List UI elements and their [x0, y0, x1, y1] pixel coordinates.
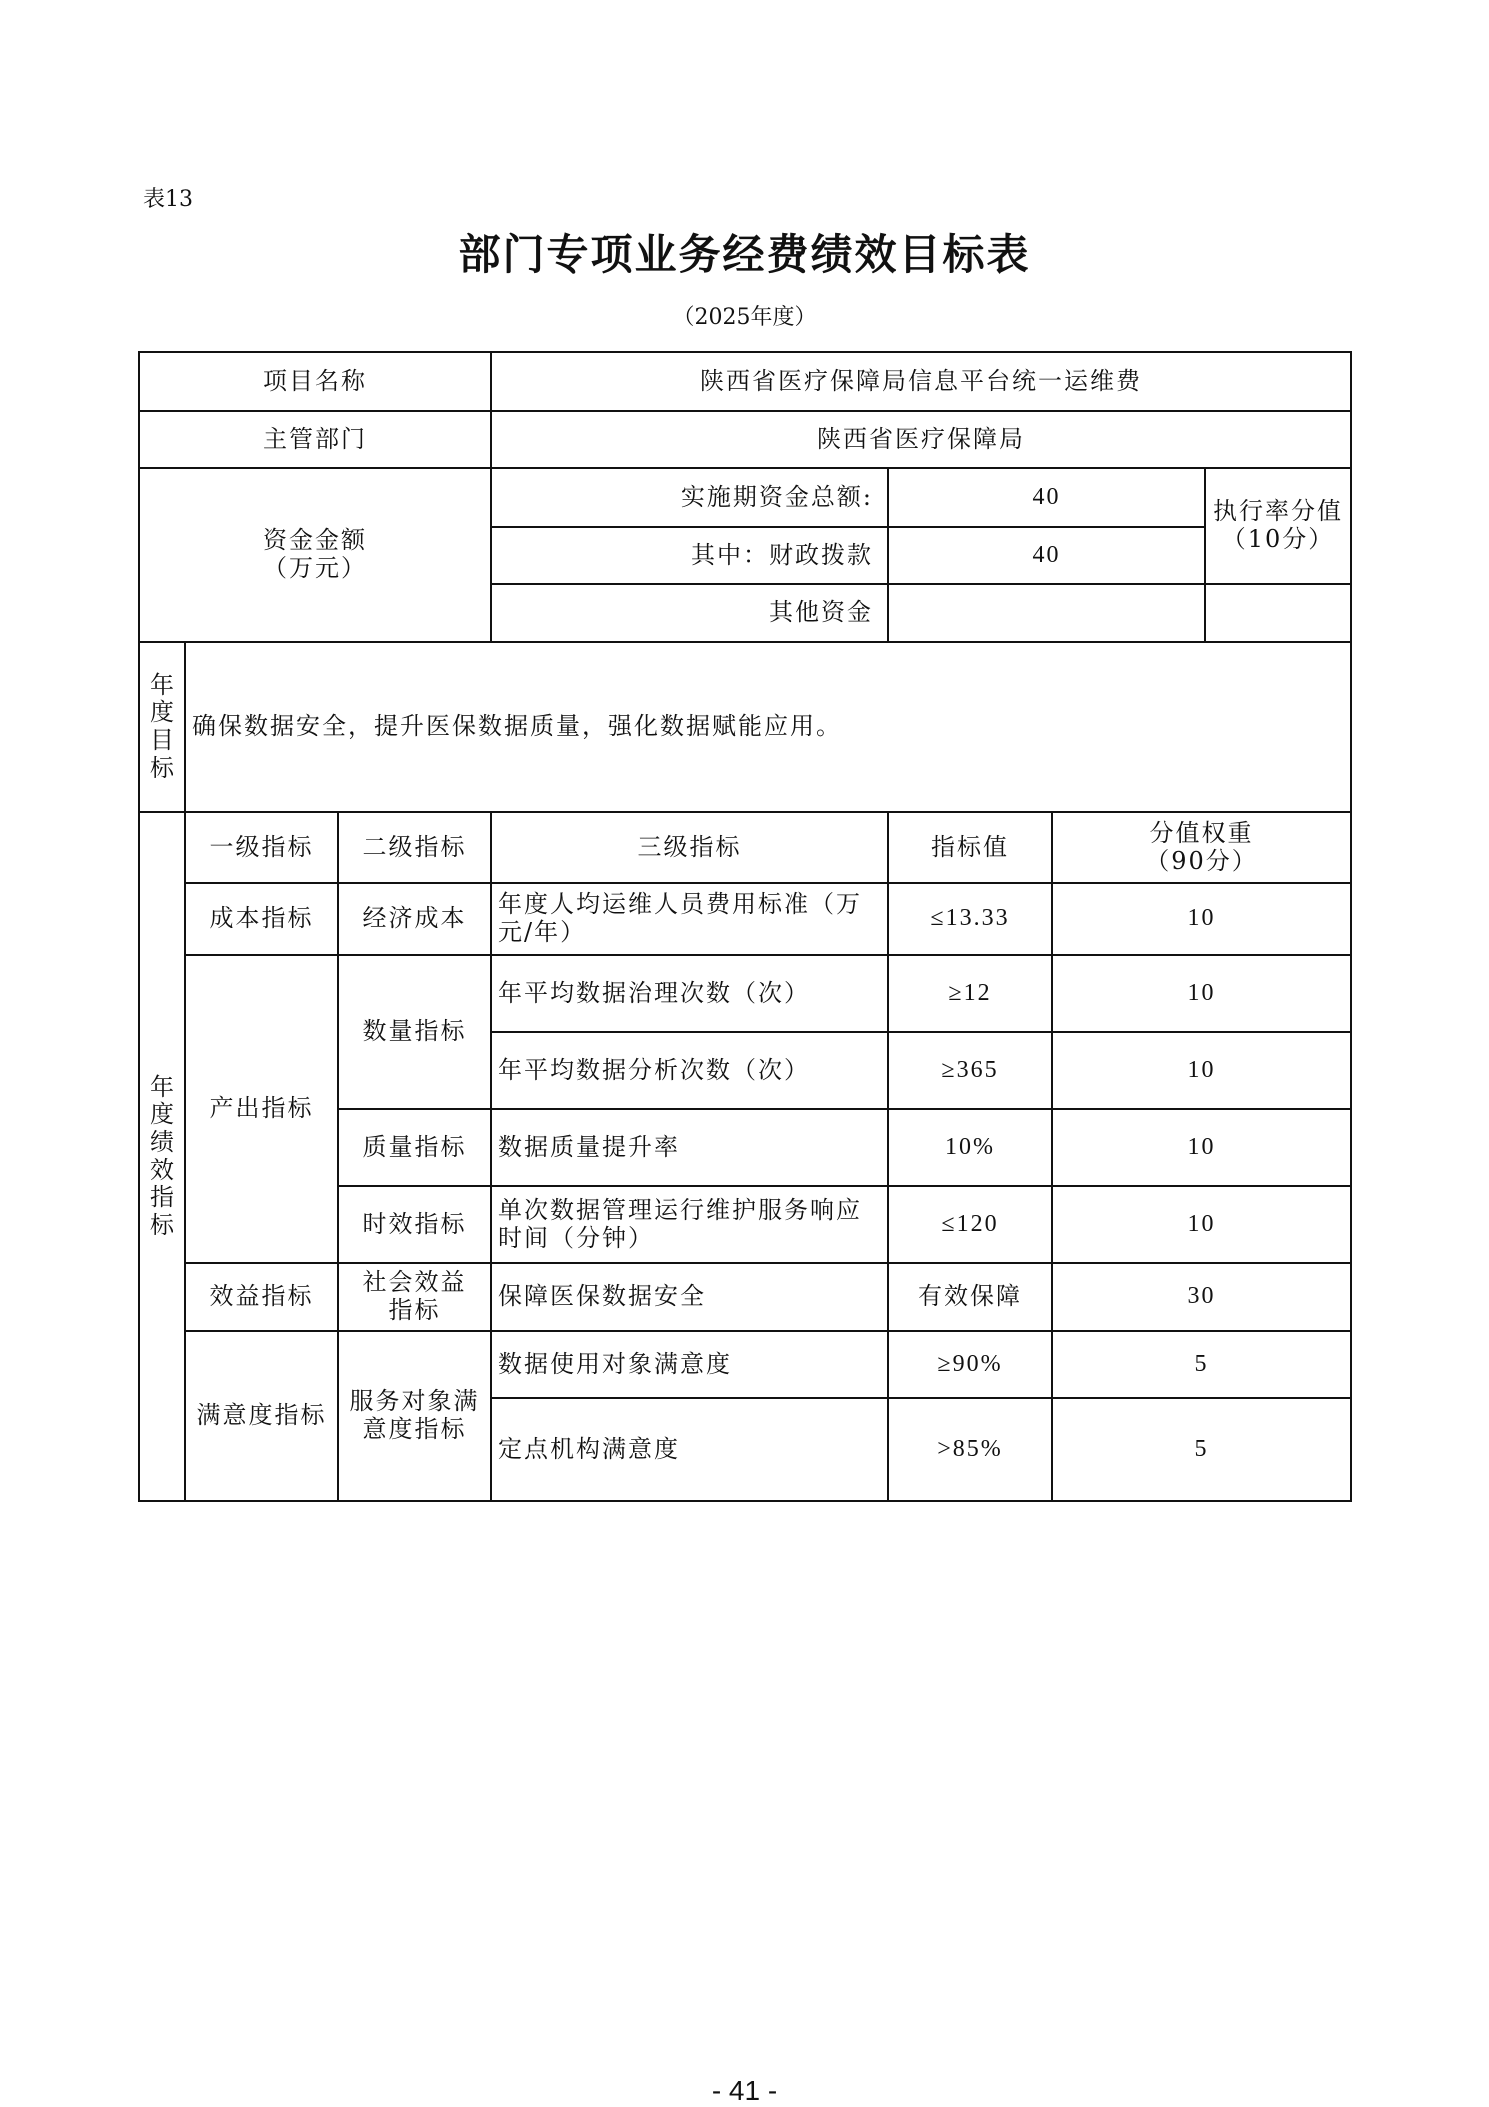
table-row: [139, 883, 1351, 955]
funds-total-label: 实施期资金总额:: [491, 468, 888, 527]
score-value: 10: [1052, 1186, 1351, 1263]
funds-total-value: 40: [888, 468, 1205, 527]
score-value: 30: [1052, 1263, 1351, 1331]
level2-quality: 质量指标: [338, 1109, 491, 1186]
level3-quality-rate: 数据质量提升率: [491, 1109, 888, 1186]
level3-governance-count: 年平均数据治理次数（次）: [491, 955, 888, 1032]
level3-data-user-satisfaction: 数据使用对象满意度: [491, 1331, 888, 1398]
level3-cost-standard: 年度人均运维人员费用标准（万元/年）: [491, 883, 888, 955]
header-level2: 二级指标: [338, 812, 491, 883]
header-score-weight: 分值权重 （90分）: [1052, 812, 1351, 883]
level1-cost: 成本指标: [185, 883, 338, 955]
page-number: - 41 -: [711, 2075, 778, 2106]
level2-quantity: 数量指标: [338, 955, 491, 1109]
funds-other-label: 其他资金: [491, 584, 888, 642]
score-value: 5: [1052, 1331, 1351, 1398]
level1-benefit: 效益指标: [185, 1263, 338, 1331]
execution-rate-empty-cell: [1205, 584, 1351, 642]
indicator-value: >85%: [888, 1398, 1052, 1501]
funds-fiscal-value: 40: [888, 527, 1205, 584]
level2-economic-cost: 经济成本: [338, 883, 491, 955]
annual-goal-row: [139, 642, 1351, 812]
table-row: [139, 1263, 1351, 1331]
project-name-row: [139, 352, 1351, 411]
execution-rate-label: 执行率分值 （10分）: [1205, 468, 1351, 584]
header-level1: 一级指标: [185, 812, 338, 883]
annual-performance-label: 年度绩效指标: [139, 812, 185, 1501]
page-subtitle: （2025年度）: [672, 305, 817, 330]
level3-data-security: 保障医保数据安全: [491, 1263, 888, 1331]
project-name-value: 陕西省医疗保障局信息平台统一运维费: [491, 352, 1351, 411]
annual-goal-label: 年度目标: [139, 642, 185, 812]
score-value: 10: [1052, 955, 1351, 1032]
funds-label: 资金金额 （万元）: [139, 468, 491, 642]
level1-output: 产出指标: [185, 955, 338, 1263]
score-value: 10: [1052, 1032, 1351, 1109]
indicator-header-row: [139, 812, 1351, 883]
department-label: 主管部门: [139, 411, 491, 468]
performance-target-table: [138, 351, 1352, 1502]
funds-fiscal-label: 其中：财政拨款: [491, 527, 888, 584]
department-row: [139, 411, 1351, 468]
indicator-value: ≤120: [888, 1186, 1052, 1263]
indicator-value: ≤13.33: [888, 883, 1052, 955]
level1-satisfaction: 满意度指标: [185, 1331, 338, 1501]
header-level3: 三级指标: [491, 812, 888, 883]
table-row: [139, 1331, 1351, 1398]
level2-service-satisfaction: 服务对象满 意度指标: [338, 1331, 491, 1501]
table-number-label: 表13: [143, 187, 193, 212]
indicator-value: 有效保障: [888, 1263, 1052, 1331]
level3-analysis-count: 年平均数据分析次数（次）: [491, 1032, 888, 1109]
table-row: [139, 955, 1351, 1032]
indicator-value: ≥90%: [888, 1331, 1052, 1398]
project-name-label: 项目名称: [139, 352, 491, 411]
indicator-value: ≥365: [888, 1032, 1052, 1109]
indicator-value: ≥12: [888, 955, 1052, 1032]
level2-social-benefit: 社会效益 指标: [338, 1263, 491, 1331]
level3-response-time: 单次数据管理运行维护服务响应时间（分钟）: [491, 1186, 888, 1263]
score-value: 5: [1052, 1398, 1351, 1501]
funds-total-row: [139, 468, 1351, 527]
department-value: 陕西省医疗保障局: [491, 411, 1351, 468]
score-value: 10: [1052, 1109, 1351, 1186]
annual-goal-value: 确保数据安全，提升医保数据质量，强化数据赋能应用。: [185, 642, 1351, 812]
score-value: 10: [1052, 883, 1351, 955]
level3-institution-satisfaction: 定点机构满意度: [491, 1398, 888, 1501]
header-indicator-value: 指标值: [888, 812, 1052, 883]
level2-timeliness: 时效指标: [338, 1186, 491, 1263]
indicator-value: 10%: [888, 1109, 1052, 1186]
page-title: 部门专项业务经费绩效目标表: [458, 230, 1031, 279]
funds-other-value: [888, 584, 1205, 642]
